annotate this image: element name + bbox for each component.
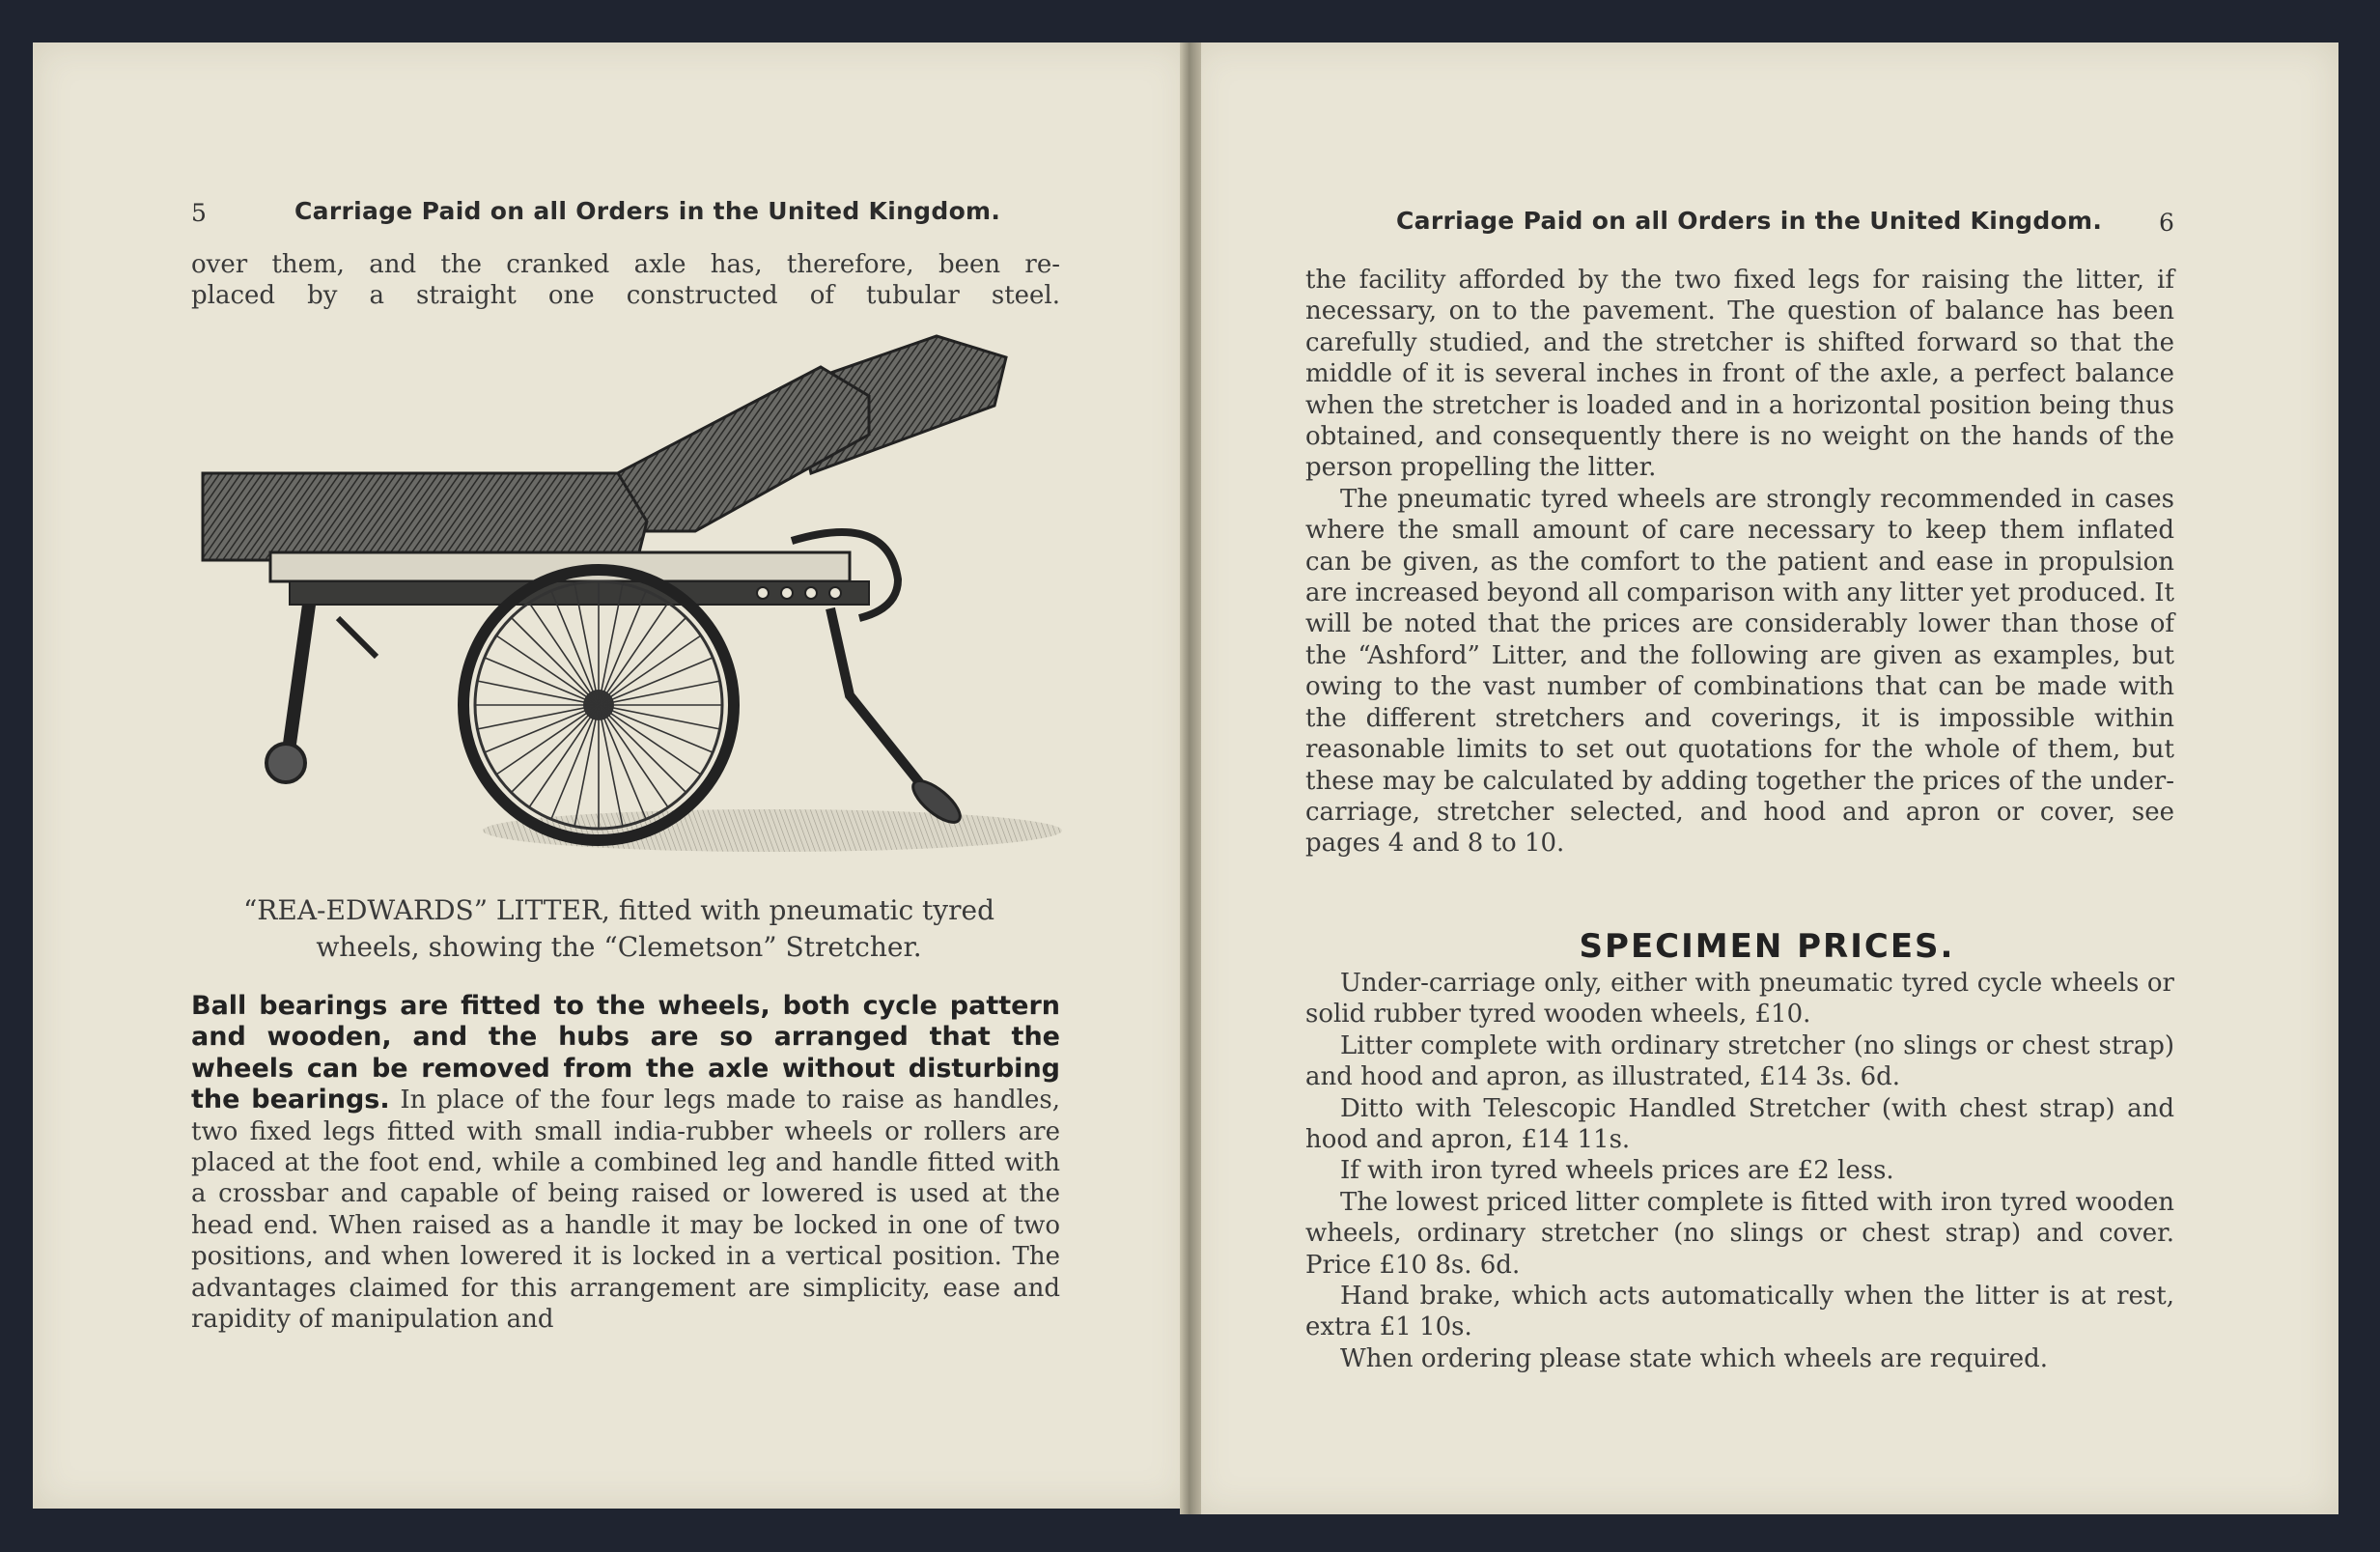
litter-illustration	[193, 328, 1072, 869]
price-item: When ordering please state which wheels are required.	[1340, 1343, 2049, 1373]
left-top-line-1: over them, and the cranked axle has, therefore, been re-	[191, 250, 1060, 279]
left-body-bold: Ball bearings are fitted to the wheels, both cycle pattern and wooden, and the hubs are so arranged that the wheels can be removed from the axle without disturbing the bearings.	[191, 991, 1060, 1115]
price-item: Under-carriage only, either with pneumatic tyred cycle wheels or solid rubber tyred wooden wheels, £10.	[1305, 969, 2174, 1030]
price-item: Hand brake, which acts automatically when the litter is at rest, extra £1 10s.	[1305, 1282, 2174, 1342]
right-para-1: the facility afforded by the two fixed legs for raising the litter, if necessary, on to the pavement. The question of balance has been carefully studied, and the stretcher is shifted forward so that the middle of it is several inches in front of the axle, a perfect balance when the stretcher is loaded and in a horizontal position being thus obtained, and consequently there is no weight on the hands of the person propelling the litter.	[1305, 266, 2174, 483]
left-top-text	[191, 249, 1060, 312]
right-running-head: Carriage Paid on all Orders in the United Kingdom.	[1396, 207, 2103, 235]
price-item: If with iron tyred wheels prices are £2 less.	[1340, 1156, 1894, 1186]
litter-wheel	[463, 570, 734, 840]
book-gutter	[1180, 42, 1201, 1514]
price-item: Ditto with Telescopic Handled Stretcher (with chest strap) and hood and apron, £14 11s.	[1305, 1093, 2174, 1155]
specimen-prices-list	[1305, 968, 2174, 1374]
caption-line-2: wheels, showing the “Clemetson” Stretcher.	[316, 931, 922, 963]
left-body-text	[191, 991, 1060, 1335]
price-item: Litter complete with ordinary stretcher (no slings or chest strap) and hood and apron, as illustrated, £14 3s. 6d.	[1305, 1030, 2174, 1092]
right-para-2: The pneumatic tyred wheels are strongly recommended in cases where the small amount of care necessary to keep them inflated can be given, as the comfort to the patient and ease in propulsion are increased beyond all comparison with any litter yet produced. It will be noted that the prices are considerably lower than those of the “Ashford” Litter, and the following are given as examples, but owing to the vast number of combinations that can be made with the different stretchers and coverings, it is impossible within reasonable limits to set out quotations for the whole of them, but these may be calculated by adding together the prices of the under-carriage, stretcher selected, and hood and apron or cover, see pages 4 and 8 to 10.	[1305, 484, 2174, 859]
right-page-number: 6	[2159, 209, 2174, 237]
left-body-rest: In place of the four legs made to raise as handles, two fixed legs fitted with small india-rubber wheels or rollers are placed at the foot end, while a combined leg and handle fitted with a crossbar and capable of being raised or lowered is used at the head end. When raised as a handle it may be locked in one of two positions, and when lowered it is locked in a vertical position. The advantages claimed for this arrangement are simplicity, ease and rapidity of manipulation and	[191, 1086, 1060, 1335]
specimen-prices-heading: SPECIMEN PRICES.	[1579, 927, 1955, 966]
left-running-head: Carriage Paid on all Orders in the United Kingdom.	[294, 197, 1001, 225]
left-top-line-2: placed by a straight one constructed of tubular steel.	[191, 281, 1060, 311]
left-page-number: 5	[191, 199, 207, 227]
price-item: The lowest priced litter complete is fitted with iron tyred wooden wheels, ordinary stretcher (no slings or chest strap) and cover. Price £10 8s. 6d.	[1305, 1187, 2174, 1280]
caption-line-1: “REA-EDWARDS” LITTER, fitted with pneumatic tyred	[242, 894, 994, 926]
illustration-caption	[178, 892, 1060, 966]
right-body-text	[1305, 265, 2174, 860]
